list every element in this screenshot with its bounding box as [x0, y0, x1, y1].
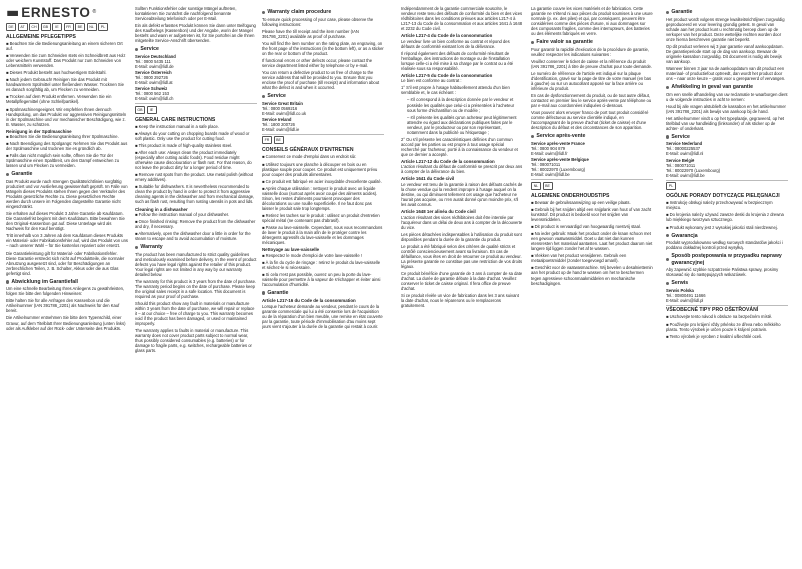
- paragraph: ■ Once finished rinsing: Remove the product from the dishwasher and dry, if necessary.: [135, 218, 256, 229]
- paragraph: ■ This product is made of high-quality stainless steel.: [135, 142, 233, 148]
- divider: [666, 305, 788, 306]
- lang-flag: CH: [29, 23, 39, 31]
- paragraph: Le vendeur est tenu de la garantie à raison des défauts cachés de la chose vendue qui la rendent impropre à l'usage auquel on la destine, ou qui diminuent tellement cet usage que l'acheteur ne l'aurait pas acquise, ou n'en aurait donné qu'un moindre prix, s'il les avait connus.: [401, 181, 523, 208]
- section-title: VŠEOBECNÉ TIPY PRO OŠETŘOVÁNÍ: [666, 307, 759, 314]
- heading-service: Service après-vente: [531, 133, 653, 140]
- heading-service: Service: [262, 93, 384, 100]
- bullet-icon: [666, 11, 669, 14]
- paragraph: ■ Falls das nicht möglich sein sollte, öffnen Sie die Tür der Spülmaschine einen Spaltbreit, um den Dampf entweichen zu lassen und um Flecken zu vermeiden.: [6, 153, 120, 169]
- paragraph: ■ Respectez le mode d'emploi de votre lave-vaisselle !: [262, 252, 362, 258]
- paragraph: ■ Dieses Produkt besteht aus hochwertigem Edelstahl.: [6, 70, 107, 76]
- paragraph: ■ Keep the instruction manual in a safe place.: [135, 123, 219, 129]
- heading-service: Service: [666, 134, 788, 141]
- service-phone: Tel.: 0800 5435 111: [135, 58, 171, 64]
- subheading: Article L217-12 du Code de la consommation: [401, 158, 495, 164]
- heading-faire-valoir: Faire valoir sa garantie: [531, 39, 653, 46]
- paragraph: Indépendamment de la garantie commerciale souscrite, le vendeur reste tenu des défauts de conformité du bien et des vices rédhibitoires dans les conditions prévues aux articles L217-4 à L217-13 du Code de la consommation et aux articles 1641 à 1648 et 2232 du Code civil.: [401, 6, 523, 32]
- language-flags-fr: [262, 136, 384, 144]
- paragraph: Ein als defekt erfasstes Produkt können Sie dann unter Beifügung des Kaufbelegs (Kassenbon) und der Angabe, worin der Mangel besteht und wann er aufgetreten ist, für Sie portofrei an die Ihnen mitgeteilte Service-Anschrift übersenden.: [135, 23, 256, 44]
- paragraph: Il répond également des défauts de conformité résultant de l'emballage, des instructions de montage ou de l'installation lorsque celle-ci a été mise à sa charge par le contrat ou a été réalisée sous sa responsabilité.: [401, 50, 514, 71]
- heading-afwikkeling: Afwikkeling in geval van garantie: [666, 84, 788, 91]
- service-phone: Tel.: 0800 0569216: [262, 105, 298, 111]
- bullet-icon: [531, 135, 534, 138]
- paragraph: Vous pouvez alors envoyer franco de port tout produit considéré comme défectueux au service clientèle indiqué, en l'accompagnant de la preuve d'achat (ticket de caisse) et d'une description du défaut et des circonstances de son apparition.: [531, 110, 649, 131]
- service-name: Service Österreich: [135, 69, 172, 75]
- paragraph: Wanneer binnen 3 jaar na de aankoopdatum van dit product een materiaal- of productiefout optreedt, dan wordt het product door ons – naar onze keuze – gratis voor u gerepareerd of vervangen.: [666, 65, 786, 82]
- service-email: E-Mail: owim@lidl.ch: [135, 96, 174, 102]
- bullet-icon: [135, 48, 138, 51]
- divider: [262, 134, 384, 135]
- paragraph: ■ Suitable for dishwashers. It is nevertheless recommended to clean the product by hand in order to protect it from aggressive cleaning agents in the dishwasher and from mechanical damage, such as flash rust, resulting from rusting utensils in pots and lids.: [135, 184, 255, 205]
- paragraph: ■ Bewaar de gebruiksaanwijzing op een veilige plaats.: [531, 199, 631, 205]
- lang-flag: BE: [75, 23, 85, 31]
- bullet-icon: [666, 135, 669, 138]
- paragraph: Sie erhalten auf dieses Produkt 3 Jahre Garantie ab Kaufdatum. Die Garantiefrist beginnt mit dem Kaufdatum. Bitte bewahren Sie den Original-Kassenbon gut auf. Diese Unterlage wird als Nachweis für den Kauf benötigt.: [6, 211, 125, 232]
- paragraph: Tritt innerhalb von 3 Jahren ab dem Kaufdatum dieses Produkts ein Material- oder Fabrikationsfehler auf, wird das Produkt von uns – nach unserer Wahl – für Sie kostenlos repariert oder ersetzt.: [6, 233, 128, 249]
- lang-flag: NL: [531, 182, 541, 190]
- lang-flag: PL: [666, 182, 676, 190]
- paragraph: Bitte halten Sie für alle Anfragen den Kassenbon und die Artikelnummer (IAN 391786_2201) als Nachweis für den Kauf bereit.: [6, 298, 120, 314]
- column-fr: [401, 6, 523, 564]
- paragraph: – s'il présente les qualités qu'un acheteur peut légitimement attendre eu égard aux déclarations publiques faites par le vendeur, par le producteur ou par son représentant, notamment dans la publicité ou l'étiquetage ;: [407, 114, 517, 135]
- registered-mark: ®: [92, 9, 97, 16]
- paragraph: En cas de dysfonctionnement du produit, ou de tout autre défaut, contactez en premier lieu le service après-vente par téléphone ou par e-mail aux coordonnées indiquées ci-dessous.: [531, 93, 652, 109]
- bullet-icon: [262, 11, 265, 14]
- service-email: E-Mail: owim@lidl.fr: [531, 151, 568, 157]
- paragraph: Het artikelnummer vindt u op het typeplaatje, gegraveerd, op het titelblad van uw handleiding (linksonder) of als sticker op de achter- of onderkant.: [666, 115, 785, 131]
- paragraph: Lorsque l'acheteur demande au vendeur, pendant le cours de la garantie commerciale qui lui a été consentie lors de l'acquisition ou de la réparation d'un bien meuble, une remise en état couverte par la garantie, toute période d'immobilisation d'au moins sept jours vient s'ajouter à la durée de la garantie qui restait à courir.: [262, 303, 383, 330]
- service-name: Service Deutschland: [135, 53, 176, 59]
- paragraph: ■ Beachten Sie die Bedienungsanleitung an einem sicheren Ort auf.: [6, 41, 123, 52]
- subheading: Article L217-5 du Code de la consommation: [401, 72, 493, 78]
- column-nl-pl-cz: [666, 6, 788, 564]
- paragraph: 1° S'il est propre à l'usage habituellement attendu d'un bien semblable et, le cas échéant :: [401, 85, 510, 96]
- paragraph: ■ Instrukcję obsługi należy przechowywać w bezpiecznym miejscu.: [666, 200, 773, 211]
- divider: [135, 103, 257, 104]
- lang-flag: IE: [147, 106, 157, 114]
- paragraph: – s'il correspond à la description donnée par le vendeur et possède les qualités que celui-ci a présentées à l'acheteur sous forme d'échantillon ou de modèle ;: [407, 97, 515, 113]
- paragraph: The warranty for this product is 3 years from the date of purchase. The warranty period begins on the date of purchase. Please keep the original sales receipt in a safe location. This document is required as your proof of purchase.: [135, 278, 257, 300]
- service-phone: Tel.: 080071011: [666, 162, 696, 168]
- lang-flag: DE: [6, 23, 16, 31]
- paragraph: Aby zapewnić szybkie rozpatrzenie Państwa sprawy, prosimy stosować się do następujących wskazówek.: [666, 267, 779, 278]
- bullet-icon: [262, 291, 265, 294]
- paragraph: Le numéro de référence de l'article est indiqué sur la plaque d'identification, gravé sur la page de titre de votre manuel (en bas à gauche) ou sur un autocollant apposé sur la face arrière ou inférieure du produit.: [531, 70, 652, 92]
- paragraph: ■ Tento výrobek je vyroben z kvalitní ušlechtilé oceli.: [666, 333, 763, 339]
- heading-warranty: Warranty: [135, 244, 257, 251]
- heading-abwicklung: Abwicklung im Garantiefall: [6, 279, 128, 286]
- service-phone: Tel.: 80022970 (Luxembourg): [531, 167, 586, 173]
- heading-garantie: Garantie: [262, 290, 384, 297]
- lang-flag: FR: [262, 136, 272, 144]
- service-name: Service Ireland: [262, 116, 292, 122]
- lang-flag: FR: [64, 23, 74, 31]
- paragraph: ■ Passe au lave-vaisselle. Cependant, nous vous recommandons de laver le produit à la main afin de le protéger contre les détergents agressifs du lave-vaisselle et les dommages mécaniques.: [262, 225, 383, 246]
- service-email: E-Mail: owim@lidl.ie: [262, 126, 300, 132]
- paragraph: ■ Geschikt voor de vaatwasmachine. Wij bevelen u desalniettemin aan het product op de hand te wassen om het te beschermen tegen agressieve schoonmaakmiddelen en mechanische beschadigingen.: [531, 265, 653, 286]
- paragraph: ■ Trocken auf dem Produkt entfernen. Verwenden Sie ein Metallpflegemittel (ohne Schleifpartikel).: [6, 94, 112, 105]
- paragraph: ■ Always do your cutting on chopping boards made of wood or soft plastic. Only use the product for cutting food.: [135, 130, 250, 141]
- paragraph: ■ Remove rust spots from the product. Use metal polish (without emery additives).: [135, 172, 254, 183]
- paragraph: ■ Utilisez toujours une planche à découper en bois ou en plastique souple pour couper. Ce produit est uniquement prévu pour couper des produits alimentaires.: [262, 161, 378, 177]
- subheading: Article 1641 du Code civil: [401, 176, 455, 182]
- lang-flag: PL: [98, 23, 108, 31]
- paragraph: Veuillez conserver le ticket de caisse et la référence du produit (IAN 391786_2201) à titre de preuve d'achat pour toute demande.: [531, 58, 652, 69]
- paragraph: ■ Conservez ce mode d'emploi dans un endroit sûr.: [262, 154, 357, 160]
- bullet-icon: [6, 280, 9, 283]
- paragraph: ■ À la fin du cycle de rinçage : retirez le produit du lave-vaisselle et séchez-le si nécessaire.: [262, 259, 381, 270]
- paragraph: Het product wordt volgens strenge kwaliteitsrichtlijnen zorgvuldig geproduceerd en voor levering grondig getest. In geval van schade aan het product kunt u rechtmatig beroep doen op de verkoper van het product. Deze wettelijke rechten worden door onze hierna beschreven garantie niet beperkt.: [666, 16, 785, 42]
- bullet-icon: [666, 86, 669, 89]
- lang-flag: IE: [52, 23, 62, 31]
- subheading: Nettoyage au lave-vaisselle: [262, 247, 320, 253]
- paragraph: ■ Retirez les taches sur le produit : utilisez un produit d'entretien spécial métal (ne contenant pas d'abrasif).: [262, 212, 380, 223]
- paragraph: ■ Na ieder gebruik: Maak het product onder de kraan schoon met een gewoon vaatwasmiddel. Doet u dat niet dan kunnen etensresten het materiaal aantasten. Laat het product daarom niet langere tijd liggen zonder het af te wassen.: [531, 231, 653, 252]
- paragraph: L'action résultant du défaut de conformité se prescrit par deux ans à compter de la délivrance du bien.: [401, 164, 523, 175]
- paragraph: Should this product show any fault in materials or manufacture within 3 years from the date of purchase, we will repair or replace it – at our choice – free of charge to you. This warranty becomes void if the product has been damaged, or used or maintained improperly.: [135, 301, 255, 327]
- lang-flag: NL: [87, 23, 97, 31]
- paragraph: ■ Dit product is vervaardigd van hoogwaardig roestvrij staal.: [531, 224, 641, 230]
- paragraph: ■ After each use: Always clean the product immediately (especially after cutting acidic foods). Food residue might otherwise cause discolouration or flash rust. For that reason, do not leave the product dirty for a longer period of time.: [135, 150, 252, 171]
- service-phone: Tel.: 08000225537: [666, 146, 701, 152]
- paragraph: Houd bij alle vragen alstublieft de kassabon en het artikelnummer (IAN 391786_2201) als bewijs van aankoop bij de hand.: [666, 103, 786, 114]
- paragraph: Um eine schnelle Bearbeitung Ihres Anliegens zu gewährleisten, folgen Sie bitte den folgenden Hinweisen:: [6, 286, 125, 297]
- paragraph: Si ce produit révèle un vice de fabrication dans les 3 ans suivant la date d'achat, nous le réparerons ou le remplacerons gratuitement.: [401, 293, 519, 309]
- service-email: E-Mail: owim@lidl.be: [666, 172, 705, 178]
- paragraph: Die Artikelnummer entnehmen Sie bitte dem Typenschild, einer Gravur, auf dem Titelblatt Ihrer Bedienungsanleitung (unten links) oder als Aufkleber auf der Rück- oder Unterseite des Produkts.: [6, 315, 126, 331]
- bullet-icon: [666, 258, 669, 261]
- paragraph: ■ Beachten Sie die Bedienungsanleitung Ihrer Spülmaschine.: [6, 134, 119, 140]
- service-email: E-Mail: owim@lidl.de: [135, 63, 174, 69]
- language-flags-nl: [531, 182, 653, 190]
- paragraph: ■ Do krojenia należy używać zawsze deski do krojenia z drewna lub miękkiego tworzywa sztucznego.: [666, 212, 784, 223]
- paragraph: ■ Si cela n'est pas possible, ouvrez un peu la porte du lave-vaisselle pour permettre à la vapeur de s'échapper et éviter ainsi l'accumulation d'humidité.: [262, 271, 381, 287]
- paragraph: Ce produit bénéficie d'une garantie de 3 ans à compter de sa date d'achat. La durée de garantie débute à la date d'achat. Veuillez conserver le ticket de caisse original. Il fera office de preuve d'achat.: [401, 271, 523, 292]
- lang-flag: BE: [274, 136, 284, 144]
- paragraph: You can return a defective product to us free of charge to the service address that will be provided to you. Ensure that you enclose the proof of purchase (till receipt) and information about what the defect is and when it occurred.: [262, 69, 380, 91]
- divider: [666, 180, 788, 181]
- bullet-icon: [666, 234, 669, 237]
- paragraph: To ensure quick processing of your case, please observe the following instructions:: [262, 16, 374, 27]
- paragraph: Les pièces détachées indispensables à l'utilisation du produit sont disponibles pendant la durée de la garantie du produit.: [401, 231, 522, 242]
- paragraph: Le bien est conforme au contrat :: [401, 78, 462, 84]
- paragraph: ■ Ce produit est fabriqué en acier inoxydable d'excellente qualité.: [262, 178, 382, 184]
- heading-garantie: Garantie: [6, 171, 128, 178]
- service-phone: Tel.: 1800 200726: [262, 121, 295, 127]
- column-de-en: [135, 6, 257, 564]
- paragraph: The warranty applies to faults in material or manufacture. This warranty does not cover product parts subject to normal wear, thus possibly considered consumables (e.g. batteries) or for damage to fragile parts, e.g. switches, rechargeable batteries or glass parts.: [135, 328, 252, 354]
- paragraph: ■ Používejte pro krájení vždy prkénko ze dřeva nebo měkkého plastu. Tento výrobek je určen pouze k krájení potravin.: [666, 321, 781, 332]
- bullet-icon: [531, 41, 534, 44]
- lang-flag: AT: [18, 23, 28, 31]
- subheading: Reinigung in der Spülmaschine: [6, 128, 72, 134]
- lang-flag: GB: [135, 106, 145, 114]
- service-name: Service Schweiz: [135, 86, 168, 92]
- service-name: Service après-vente Belgique: [531, 157, 589, 163]
- paragraph: ■ Follow the instruction manual of your dishwasher.: [135, 211, 230, 217]
- paragraph: ■ Nach jedem Gebrauch! Reinigen Sie das Produkt mit handwarmem Spülmittel unter fließendem Wasser. Trocknen Sie es danach sorgfältig ab, um Flecken zu vermeiden.: [6, 77, 124, 93]
- paragraph: ■ Alternatively, open the dishwasher door a little in order for the steam to escape and to avoid accumulation of moisture.: [135, 231, 251, 242]
- paragraph: Pour garantir la rapidité d'exécution de la procédure de garantie, veuillez respecter les indications suivantes :: [531, 46, 649, 57]
- subheading: Article L217-16 du Code de la consommation: [262, 298, 356, 304]
- service-phone: Tel.: 0800 292726: [135, 75, 168, 81]
- paragraph: Sollten Funktionsfehler oder sonstige Mängel auftreten, kontaktieren Sie zunächst die nachfolgend benannte Serviceabteilung telefonisch oder per E-Mail.: [135, 6, 237, 22]
- paragraph: ■ Gebruik bij het snijden altijd een snijplank van hout of van zacht kunststof. Dit product is bedoeld voor het snijden van levensmiddelen.: [531, 206, 652, 223]
- brand-mark-icon: ▬: [6, 6, 20, 21]
- paragraph: ■ Uschovejte tento návod k obsluze na bezpečném místě.: [666, 314, 773, 320]
- paragraph: The product has been manufactured to strict quality guidelines and meticulously examined before delivery. In the event of product defects you have legal rights against the retailer of this product. Your legal rights are not limited in any way by our warranty detailed below.: [135, 251, 257, 277]
- paragraph: Le produit a été fabriqué selon des critères de qualité stricts et contrôlé consciencieusement avant sa livraison. En cas de défaillance, vous êtes en droit de retourner ce produit au vendeur. La présente garantie ne constitue pas une restriction de vos droits légaux.: [401, 243, 523, 269]
- paragraph: ■ Nach Beendigung des Spülgangs: Nehmen Sie das Produkt aus der Spülmaschine und trocknen Sie es gründlich ab.: [6, 141, 128, 152]
- paragraph: 2° Ou s'il présente les caractéristiques définies d'un commun accord par les parties ou est propre à tout usage spécial recherché par l'acheteur, porté à la connaissance du vendeur et que ce dernier a accepté.: [401, 136, 518, 157]
- language-flags: [6, 23, 128, 31]
- service-email: E-Mail: owim@lidl.be: [531, 172, 570, 178]
- service-email: E-Mail: owim@lidl.nl: [666, 151, 704, 157]
- section-title: GENERAL CARE INSTRUCTIONS: [135, 116, 216, 123]
- column-de: [6, 6, 128, 564]
- subheading: Article 1648 1er alinéa du Code civil: [401, 209, 476, 215]
- paragraph: ■ Produkt wykonany jest z wysokiej jakości stali nierdzewnej.: [666, 224, 778, 230]
- paragraph: La garantie couvre les vices matériels et de fabrication. Cette garantie ne s'étend ni aux pièces du produit soumises à une usure normale (p. ex. des piles) et qui, par conséquent, peuvent être considérées comme des pièces d'usure, ni aux dommages sur des composants fragiles, comme des interrupteurs, des batteries ou des éléments fabriqués en verre.: [531, 6, 653, 37]
- paragraph: L'action résultant des vices rédhibitoires doit être intentée par l'acquéreur dans un délai de deux ans à compter de la découverte du vice.: [401, 214, 523, 230]
- paragraph: Please have the till receipt and the item number (IAN 391786_2201) available as proof of purchase.: [262, 28, 359, 39]
- language-flags-en: [135, 106, 257, 114]
- paragraph: ■ Verwenden Sie zum Schneiden stets ein Schneidbrett aus Holz oder weichem Kunststoff. Das Produkt nur zum Schneiden von Lebensmitteln verwenden.: [6, 53, 126, 69]
- service-phone: Tel.: 0800 562 153: [135, 91, 170, 97]
- service-name: Service België: [666, 157, 695, 163]
- column-fr-nl: [531, 6, 653, 564]
- service-name: Serwis Polska: [666, 287, 694, 293]
- lang-flag: GB: [41, 23, 51, 31]
- paragraph: ■ Vlekken van het product verwijderen. Gebruik een metaalpoetsmiddel (zonder toegevoegd amaril).: [531, 253, 627, 264]
- service-email: E-Mail: owim@lidl.at: [135, 80, 173, 86]
- section-title: ALLGEMEINE PFLEGETIPPS: [6, 34, 76, 40]
- paragraph: Produkt wyprodukowano według surowych standardów jakości i poddano dokładnej kontroli przed wysyłką.: [666, 240, 783, 251]
- service-name: Service Nederland: [666, 141, 703, 147]
- language-flags-pl: [666, 182, 788, 190]
- service-phone: Tel.: 80022970 (Luxembourg): [666, 167, 721, 173]
- subheading: Article L217-4 du Code de la consommation: [401, 33, 493, 39]
- heading-warranty-claim: Warranty claim procedure: [262, 9, 384, 16]
- paragraph: ■ Spülmaschinengeeignet. Wir empfehlen Ihnen dennoch Handspülung, um das Produkt vor aggressiven Reinigungsmitteln in der Spülmaschine und vor mechanischer Beschädigung, wie z. B. Wasser, zu schützen.: [6, 106, 127, 127]
- service-phone: Tel.: 0800 904 879: [531, 146, 566, 152]
- bullet-icon: [6, 173, 9, 176]
- service-name: Service Great Britain: [262, 100, 303, 106]
- section-title: OGÓLNE PORADY DOTYCZĄCE PIELĘGNACJI: [666, 193, 780, 200]
- paragraph: If functional errors or other defects occur, please contact the service department listed either by telephone or by e-mail.: [262, 57, 373, 68]
- divider: [531, 179, 653, 180]
- service-email: E-Mail: owim@lidl.pl: [666, 297, 704, 303]
- brand-name: ERNESTO: [21, 6, 91, 20]
- paragraph: Das Produkt wurde nach strengen Qualitätsrichtlinien sorgfältig produziert und vor Auslieferung gewissenhaft geprüft. Im Falle von Mängeln dieses Produkts stehen Ihnen gegen den Verkäufer des Produkts gesetzliche Rechte zu. Diese gesetzlichen Rechte werden durch unsere im Folgenden dargestellte Garantie nicht eingeschränkt.: [6, 178, 128, 210]
- subheading: Cleaning in a dishwasher: [135, 206, 188, 212]
- heading-gwarancja: Gwarancja: [666, 233, 788, 240]
- heading-sposob: Sposób postępowania w przypadku naprawy gwarancyjnej: [666, 253, 788, 266]
- heading-garantie: Garantie: [666, 9, 788, 16]
- service-phone: Tel.: 00800491 11666: [666, 292, 706, 298]
- service-email: E-Mail: owim@lidl.co.uk: [262, 110, 307, 116]
- bullet-icon: [262, 95, 265, 98]
- heading-serwis: Serwis: [666, 280, 788, 287]
- column-en-fr: [262, 6, 384, 564]
- service-phone: Tel.: 080071011: [531, 162, 561, 168]
- paragraph: You will find the item number on the rating plate, an engraving, on the front page of the instructions (in the bottom left), or as a sticker on the rear or bottom of the product.: [262, 40, 384, 56]
- section-title: CONSEILS GÉNÉRAUX D'ENTRETIEN: [262, 147, 354, 154]
- bullet-icon: [135, 246, 138, 249]
- paragraph: Op dit product verlenen wij 3 jaar garantie vanaf aankoopdatum. De garantieperiode start op de dag van aankoop. Bewaar de originele kassabon zorgvuldig. Dit document is nodig als bewijs van aankoop.: [666, 43, 784, 64]
- paragraph: Die Garantieleistung gilt für Material- oder Fabrikationsfehler. Diese Garantie erstreckt sich nicht auf Produktteile, die normaler Abnutzung ausgesetzt sind, oder für Beschädigungen an zerbrechlichen Teilen, z. B. Schalter, Akkus oder die aus Glas gefertigt sind.: [6, 250, 125, 276]
- heading-service: Service: [135, 46, 257, 53]
- brand-logo: [6, 6, 128, 20]
- paragraph: Om een snelle afhandeling van uw reclamatie te waarborgen dient u de volgende instructies in acht te nemen:: [666, 91, 788, 102]
- bullet-icon: [666, 282, 669, 285]
- service-name: Service après-vente France: [531, 140, 585, 146]
- lang-flag: BE: [543, 182, 553, 190]
- paragraph: ■ Après chaque utilisation : nettoyez le produit avec un liquide vaisselle doux (surtout après avoir coupé des aliments acides). Sinon, les restes d'aliments pourraient provoquer des décolorations ou une rouille superficielle. Il ne faut donc pas laisser le produit sale trop longtemps.: [262, 185, 378, 211]
- section-title: ALGEMENE ONDERHOUDSTIPS: [531, 192, 610, 199]
- paragraph: Le vendeur livre un bien conforme au contrat et répond des défauts de conformité existant lors de la délivrance.: [401, 38, 510, 49]
